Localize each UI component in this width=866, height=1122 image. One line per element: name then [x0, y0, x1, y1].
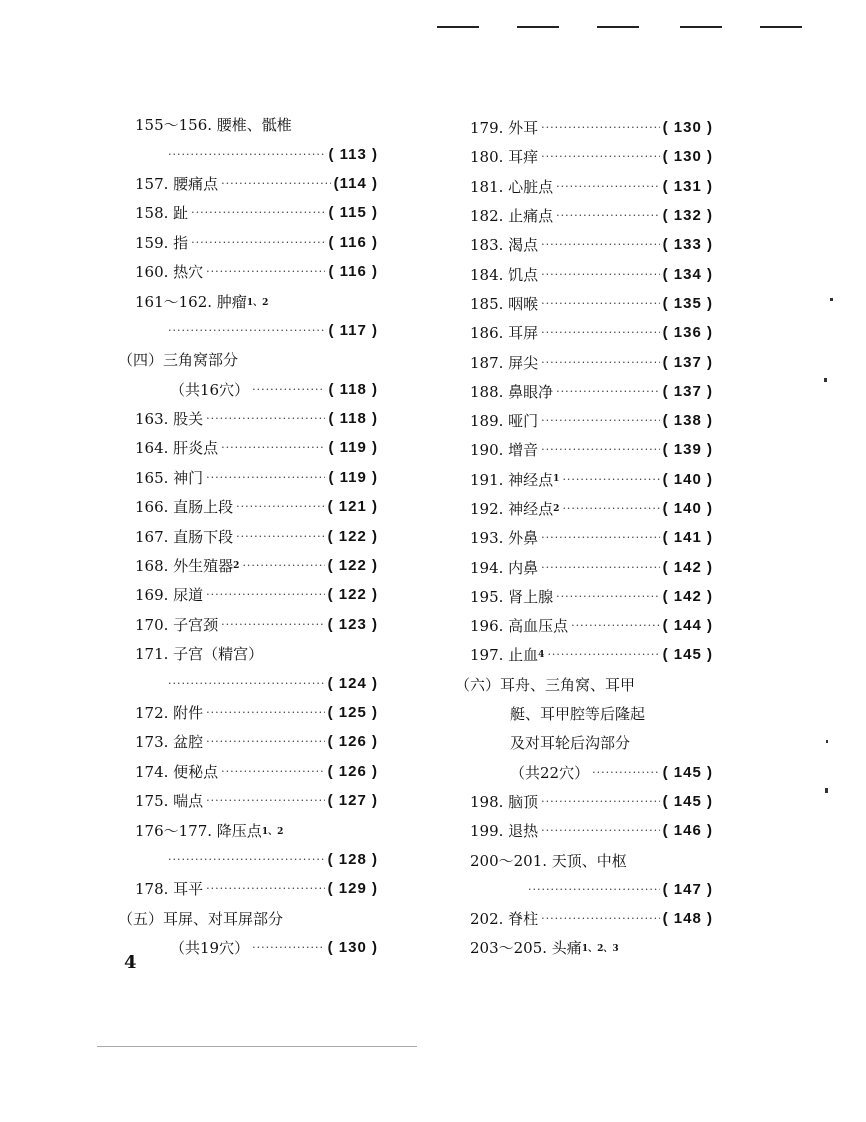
- toc-entry: [118, 228, 378, 257]
- toc-entry: [118, 610, 378, 639]
- entry-title: 192. 神经点: [470, 500, 554, 518]
- page-ref: ( 123 ): [327, 615, 378, 633]
- toc-entry: [118, 757, 378, 786]
- dot-leader: [541, 531, 659, 544]
- entry-title: （六）耳舟、三角窝、耳甲: [455, 675, 636, 694]
- scan-speck: [825, 788, 828, 793]
- dot-leader: [541, 150, 659, 163]
- entry-title: 189. 哑门: [470, 412, 539, 431]
- entry-title: 194. 内鼻: [470, 558, 539, 577]
- entry-title: 179. 外耳: [470, 119, 539, 138]
- entry-title: 181. 心脏点: [470, 177, 554, 196]
- dot-leader: [562, 502, 659, 515]
- toc-entry: [118, 815, 378, 844]
- entry-title: 195. 肾上腺: [470, 587, 554, 606]
- page-ref: ( 130 ): [662, 148, 713, 166]
- toc-entry: [455, 201, 713, 230]
- dot-leader: [206, 882, 324, 895]
- entry-title: （五）耳屏、对耳屏部分: [118, 909, 284, 928]
- toc-entry: [455, 172, 713, 201]
- toc-entry: [118, 668, 378, 697]
- dot-leader: [541, 238, 659, 251]
- toc-entry: [455, 289, 713, 318]
- page-ref: ( 127 ): [327, 792, 378, 810]
- page-ref: ( 140 ): [662, 470, 713, 488]
- dot-leader: [206, 471, 325, 484]
- entry-title: 188. 鼻眼净: [470, 382, 554, 401]
- dot-leader: [528, 883, 660, 896]
- dot-leader: [168, 324, 325, 337]
- entry-title: （四）三角窝部分: [118, 351, 239, 370]
- dot-leader: [541, 912, 659, 925]
- toc-section-heading: [118, 345, 378, 374]
- entry-title: （共16穴）: [170, 380, 250, 399]
- dot-leader: [541, 326, 659, 339]
- header-rule: [680, 26, 722, 28]
- entry-title: （共19穴）: [170, 939, 250, 958]
- toc-entry: [455, 875, 713, 904]
- toc-entry: [455, 787, 713, 816]
- page-ref: ( 122 ): [327, 527, 378, 545]
- dot-leader: [221, 441, 325, 454]
- page-ref: ( 113 ): [328, 145, 378, 163]
- dot-leader: [168, 148, 325, 161]
- toc-entry: [455, 582, 713, 611]
- dot-leader: [541, 795, 659, 808]
- dot-leader: [206, 412, 325, 425]
- toc-entry: [455, 377, 713, 406]
- entry-title: 172. 附件: [135, 704, 204, 722]
- entry-title: 163. 股关: [135, 410, 204, 429]
- entry-title: 166. 直肠上段: [135, 498, 234, 517]
- toc-entry: [118, 257, 378, 286]
- page-ref: ( 137 ): [662, 382, 713, 400]
- entry-title: 157. 腰痛点: [135, 174, 219, 193]
- entry-title: 155～156. 腰椎、骶椎: [135, 116, 292, 135]
- entry-title: 167. 直肠下段: [135, 527, 234, 546]
- toc-section-heading: [455, 758, 713, 787]
- entry-subscript: 1、2: [246, 297, 269, 308]
- toc-entry: [118, 198, 378, 227]
- toc-entry: [118, 286, 378, 315]
- entry-subscript: 1: [553, 474, 560, 485]
- page-ref: ( 133 ): [662, 236, 713, 254]
- scan-edge: [97, 1046, 417, 1047]
- page-ref: ( 139 ): [662, 441, 713, 459]
- toc-entry: [455, 230, 713, 259]
- page-ref: ( 121 ): [327, 498, 378, 516]
- toc-entry: [455, 611, 713, 640]
- entry-title: 173. 盆腔: [135, 733, 204, 752]
- dot-leader: [571, 619, 659, 632]
- toc-section-heading: [118, 904, 378, 933]
- entry-title: 175. 喘点: [135, 792, 204, 811]
- dot-leader: [236, 500, 324, 513]
- page-ref: ( 115 ): [328, 204, 378, 222]
- dot-leader: [221, 765, 324, 778]
- entry-title: 159. 指: [135, 233, 189, 252]
- scan-speck: [826, 740, 828, 743]
- toc-entry: [118, 169, 378, 198]
- toc-entry: [118, 139, 378, 168]
- toc-entry: [455, 259, 713, 288]
- toc-section-heading: [118, 375, 378, 404]
- entry-title: 及对耳轮后沟部分: [510, 734, 631, 753]
- page-ref: ( 122 ): [327, 586, 378, 604]
- entry-title: 191. 神经点: [470, 470, 554, 489]
- toc-entry: [455, 845, 713, 874]
- dot-leader: [168, 853, 325, 866]
- header-rule: [517, 26, 559, 28]
- toc-entry: [455, 318, 713, 347]
- toc-section-heading: [455, 670, 713, 699]
- toc-entry: [118, 786, 378, 815]
- entry-subscript: 2: [233, 560, 240, 571]
- page-ref: ( 128 ): [327, 850, 378, 868]
- dot-leader: [252, 941, 325, 954]
- entry-title: 203～205. 头痛: [470, 939, 582, 958]
- entry-title: 169. 尿道: [135, 586, 204, 605]
- entry-subscript: 2: [553, 503, 560, 514]
- dot-leader: [541, 121, 659, 134]
- toc-entry: [118, 463, 378, 492]
- toc-entry: [118, 521, 378, 550]
- entry-subscript: 1、2、3: [581, 944, 619, 955]
- entry-title: （共22穴）: [510, 763, 590, 782]
- page-ref: ( 119 ): [328, 439, 378, 457]
- page-ref: ( 129 ): [327, 880, 378, 898]
- page-ref: ( 148 ): [662, 910, 713, 928]
- page-ref: ( 126 ): [327, 762, 378, 780]
- dot-leader: [252, 383, 325, 396]
- entry-title: 183. 渴点: [470, 236, 539, 255]
- page-ref: ( 146 ): [662, 822, 713, 840]
- entry-title: 202. 脊柱: [470, 910, 539, 929]
- toc-entry: [455, 523, 713, 552]
- page-ref: ( 131 ): [662, 177, 713, 195]
- dot-leader: [221, 618, 324, 631]
- entry-title: 184. 饥点: [470, 265, 539, 284]
- page-ref: ( 118 ): [328, 380, 378, 398]
- toc-entry: [455, 406, 713, 435]
- entry-title: 182. 止痛点: [470, 207, 554, 226]
- entry-title: 180. 耳痒: [470, 148, 539, 167]
- toc-entry: [455, 142, 713, 171]
- toc-right-column: [455, 113, 713, 963]
- toc-section-heading: [455, 728, 713, 757]
- entry-title: 198. 脑顶: [470, 792, 539, 811]
- entry-title: 158. 趾: [135, 204, 189, 223]
- page-ref: ( 124 ): [327, 674, 378, 692]
- entry-title: 200～201. 天顶、中枢: [470, 851, 627, 870]
- dot-leader: [206, 735, 324, 748]
- toc-entry: [118, 404, 378, 433]
- dot-leader: [541, 561, 659, 574]
- toc-entry: [455, 816, 713, 845]
- dot-leader: [206, 265, 325, 278]
- page-ref: ( 147 ): [662, 880, 713, 898]
- page-ref: ( 144 ): [662, 617, 713, 635]
- dot-leader: [206, 588, 324, 601]
- entry-title: 196. 高血压点: [470, 617, 569, 636]
- toc-entry: [455, 113, 713, 142]
- page-ref: ( 145 ): [662, 763, 713, 781]
- dot-leader: [242, 559, 324, 572]
- toc-entry: [118, 639, 378, 668]
- entry-title: 艇、耳甲腔等后隆起: [510, 705, 646, 724]
- toc-entry: [455, 465, 713, 494]
- header-rule: [437, 26, 479, 28]
- page-ref: ( 130 ): [327, 939, 378, 957]
- dot-leader: [547, 648, 659, 661]
- page-ref: ( 126 ): [327, 733, 378, 751]
- page-ref: ( 138 ): [662, 412, 713, 430]
- page-ref: ( 117 ): [328, 321, 378, 339]
- header-rule: [760, 26, 802, 28]
- page-ref: ( 116 ): [328, 263, 378, 281]
- entry-title: 187. 屏尖: [470, 353, 539, 372]
- toc-section-heading: [118, 933, 378, 962]
- toc-entry: [118, 492, 378, 521]
- page-ref: ( 135 ): [662, 294, 713, 312]
- header-rule: [597, 26, 639, 28]
- toc-entry: [455, 494, 713, 523]
- entry-title: 161～162. 肿瘤: [135, 292, 247, 311]
- dot-leader: [221, 177, 330, 190]
- dot-leader: [191, 206, 325, 219]
- toc-entry: [118, 110, 378, 139]
- entry-title: 186. 耳屏: [470, 324, 539, 343]
- page-ref: ( 140 ): [662, 500, 713, 517]
- toc-left-column: [118, 110, 378, 962]
- entry-subscript: 4: [538, 649, 545, 660]
- entry-title: 168. 外生殖器: [135, 557, 234, 576]
- page-ref: ( 145 ): [662, 646, 713, 664]
- dot-leader: [206, 794, 324, 807]
- page-ref: ( 130 ): [662, 119, 713, 137]
- page-ref: ( 118 ): [328, 410, 378, 428]
- page-ref: ( 141 ): [662, 529, 713, 547]
- toc-entry: [455, 552, 713, 581]
- scan-speck: [830, 298, 833, 301]
- dot-leader: [191, 236, 325, 249]
- entry-title: 190. 增音: [470, 441, 539, 460]
- toc-entry: [455, 347, 713, 376]
- toc-entry: [118, 845, 378, 874]
- page-ref: ( 145 ): [662, 792, 713, 810]
- scan-speck: [824, 378, 827, 382]
- entry-title: 165. 神门: [135, 468, 204, 487]
- dot-leader: [592, 766, 660, 779]
- entry-title: 174. 便秘点: [135, 762, 219, 781]
- entry-title: 185. 咽喉: [470, 294, 539, 313]
- dot-leader: [541, 297, 659, 310]
- page-ref: ( 122 ): [327, 557, 378, 575]
- entry-title: 164. 肝炎点: [135, 439, 219, 458]
- toc-entry: [118, 316, 378, 345]
- toc-entry: [118, 433, 378, 462]
- dot-leader: [168, 677, 325, 690]
- page-ref: ( 136 ): [662, 324, 713, 342]
- entry-title: 176～177. 降压点: [135, 821, 262, 840]
- toc-entry: [455, 640, 713, 669]
- page-ref: ( 132 ): [662, 207, 713, 225]
- entry-title: 178. 耳平: [135, 880, 204, 899]
- entry-title: 171. 子宫（精宫）: [135, 645, 264, 664]
- toc-entry: [118, 551, 378, 580]
- toc-entry: [118, 874, 378, 903]
- page-number: 4: [124, 952, 137, 973]
- page-ref: (114 ): [333, 174, 378, 192]
- dot-leader: [556, 209, 659, 222]
- toc-entry: [455, 435, 713, 464]
- toc-entry: [118, 727, 378, 756]
- page-ref: ( 116 ): [328, 233, 378, 251]
- dot-leader: [541, 414, 659, 427]
- dot-leader: [562, 473, 659, 486]
- dot-leader: [556, 385, 659, 398]
- toc-entry: [455, 904, 713, 933]
- dot-leader: [206, 706, 324, 719]
- page-ref: ( 142 ): [662, 558, 713, 576]
- page-ref: ( 137 ): [662, 353, 713, 371]
- toc-entry: [118, 580, 378, 609]
- page-ref: ( 142 ): [662, 587, 713, 605]
- dot-leader: [541, 443, 659, 456]
- entry-title: 170. 子宫颈: [135, 615, 219, 634]
- entry-title: 199. 退热: [470, 822, 539, 841]
- page-ref: ( 134 ): [662, 265, 713, 283]
- page-ref: ( 125 ): [327, 704, 378, 721]
- toc-section-heading: [455, 699, 713, 728]
- toc-entry: [455, 933, 713, 962]
- entry-subscript: 1、2: [261, 826, 284, 837]
- dot-leader: [541, 356, 659, 369]
- entry-title: 193. 外鼻: [470, 529, 539, 548]
- dot-leader: [541, 824, 659, 837]
- entry-title: 197. 止血: [470, 646, 539, 665]
- dot-leader: [236, 530, 324, 543]
- dot-leader: [556, 590, 659, 603]
- entry-title: 160. 热穴: [135, 263, 204, 282]
- dot-leader: [541, 268, 659, 281]
- dot-leader: [556, 180, 659, 193]
- toc-entry: [118, 698, 378, 727]
- page-ref: ( 119 ): [328, 468, 378, 486]
